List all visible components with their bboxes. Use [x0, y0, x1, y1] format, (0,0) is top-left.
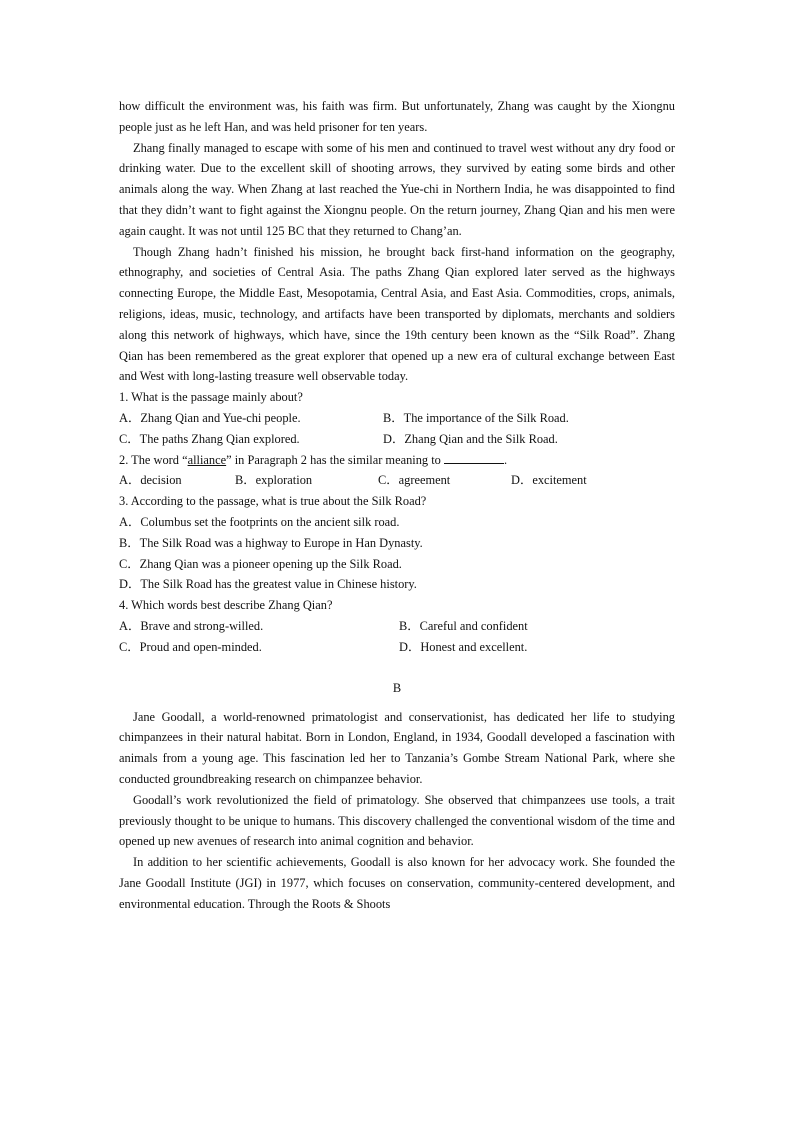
question-3-option-d: D．The Silk Road has the greatest value in Chinese history.	[119, 577, 417, 592]
question-1-option-a: A．Zhang Qian and Yue-chi people.	[119, 410, 301, 425]
passage-a-paragraph-3: Though Zhang hadn’t finished his mission, he brought back first-hand information on the geography, ethnography, and societies of Central Asia. The paths Zhang Qian explored later served as the highways connecting Europe, the Middle East, Mesopotamia, Central Asia, and East Asia. Commodities, crops, animals, religions, ideas, music, technology, and artifacts have been transported by diplomats, merchants and soldiers along this network of highways, which have, since the 19th century been known as the “Silk Road”. Zhang Qian has been remembered as the great explorer that opened up a new era of cultural exchange between East and West with long-lasting treasure well observable today.	[119, 244, 675, 384]
question-4-options-row-1	[119, 616, 675, 637]
document-page	[119, 96, 675, 914]
question-3	[119, 491, 675, 595]
question-3-option-a: A．Columbus set the footprints on the ancient silk road.	[119, 514, 400, 529]
question-3-stem: 3. According to the passage, what is true about the Silk Road?	[119, 494, 427, 509]
question-2-stem-pre: 2. The word “	[119, 452, 188, 467]
section-b-title: B	[392, 680, 402, 695]
question-2-stem-end: .	[503, 452, 508, 467]
section-b-paragraph-1: Jane Goodall, a world-renowned primatologist and conservationist, has dedicated her life to studying chimpanzees in their natural habitat. Born in London, England, in 1934, Goodall developed a fascination with animals from a young age. This fascination led her to Tanzania’s Gombe Stream National Park, where she conducted groundbreaking research on chimpanzee behavior.	[119, 709, 675, 786]
question-4-option-c: C．Proud and open-minded.	[119, 639, 262, 654]
question-1-option-c: C．The paths Zhang Qian explored.	[119, 431, 300, 446]
question-1-option-b: B．The importance of the Silk Road.	[383, 410, 569, 425]
question-2-keyword: alliance	[187, 452, 227, 467]
question-2-option-d: D．excitement	[511, 473, 587, 488]
section-b-paragraph-3: In addition to her scientific achievements, Goodall is also known for her advocacy work. She founded the Jane Goodall Institute (JGI) in 1977, which focuses on conservation, community-centered development, and environmental education. Through the Roots & Shoots	[119, 855, 675, 911]
question-4-options-row-2	[119, 637, 675, 658]
question-4-stem: 4. Which words best describe Zhang Qian?	[119, 598, 333, 613]
passage-a-paragraph-1-continued: how difficult the environment was, his faith was firm. But unfortunately, Zhang was caught by the Xiongnu people just as he left Han, and was held prisoner for ten years.	[119, 99, 675, 134]
passage-a-paragraph-2: Zhang finally managed to escape with some of his men and continued to travel west without any dry food or drinking water. Due to the excellent skill of shooting arrows, they survived by eating some birds and other animals along the way. When Zhang at last reached the Yue-chi in Northern India, he was disappointed to find that they didn’t want to fight against the Xiongnu people. On the return journey, Zhang Qian and his men were again caught. It was not until 125 BC that they returned to Chang’an.	[119, 140, 675, 238]
question-3-option-c: C．Zhang Qian was a pioneer opening up the Silk Road.	[119, 556, 402, 571]
section-b-paragraph-2: Goodall’s work revolutionized the field of primatology. She observed that chimpanzees use tools, a trait previously thought to be unique to humans. This discovery challenged the conventional wisdom of the time and opened up new avenues of research into animal cognition and behavior.	[119, 792, 675, 849]
question-2-options-row	[119, 470, 675, 491]
question-2-option-a: A．decision	[119, 473, 182, 488]
question-1-options-row-1	[119, 408, 675, 429]
question-2-answer-blank	[444, 451, 504, 464]
question-4-option-b: B．Careful and confident	[399, 618, 528, 633]
question-2-stem-post: ” in Paragraph 2 has the similar meaning to	[226, 452, 444, 467]
question-1-options-row-2	[119, 429, 675, 450]
question-4	[119, 595, 675, 657]
question-1-stem: 1. What is the passage mainly about?	[119, 390, 303, 405]
question-1	[119, 387, 675, 449]
question-2-stem	[119, 450, 675, 471]
question-4-option-d: D．Honest and excellent.	[399, 639, 528, 654]
question-2-option-c: C．agreement	[378, 473, 451, 488]
question-3-option-b: B．The Silk Road was a highway to Europe in Han Dynasty.	[119, 535, 423, 550]
question-2-option-b: B．exploration	[235, 473, 313, 488]
question-1-option-d: D．Zhang Qian and the Silk Road.	[383, 431, 558, 446]
question-4-option-a: A．Brave and strong-willed.	[119, 618, 264, 633]
question-2	[119, 450, 675, 492]
